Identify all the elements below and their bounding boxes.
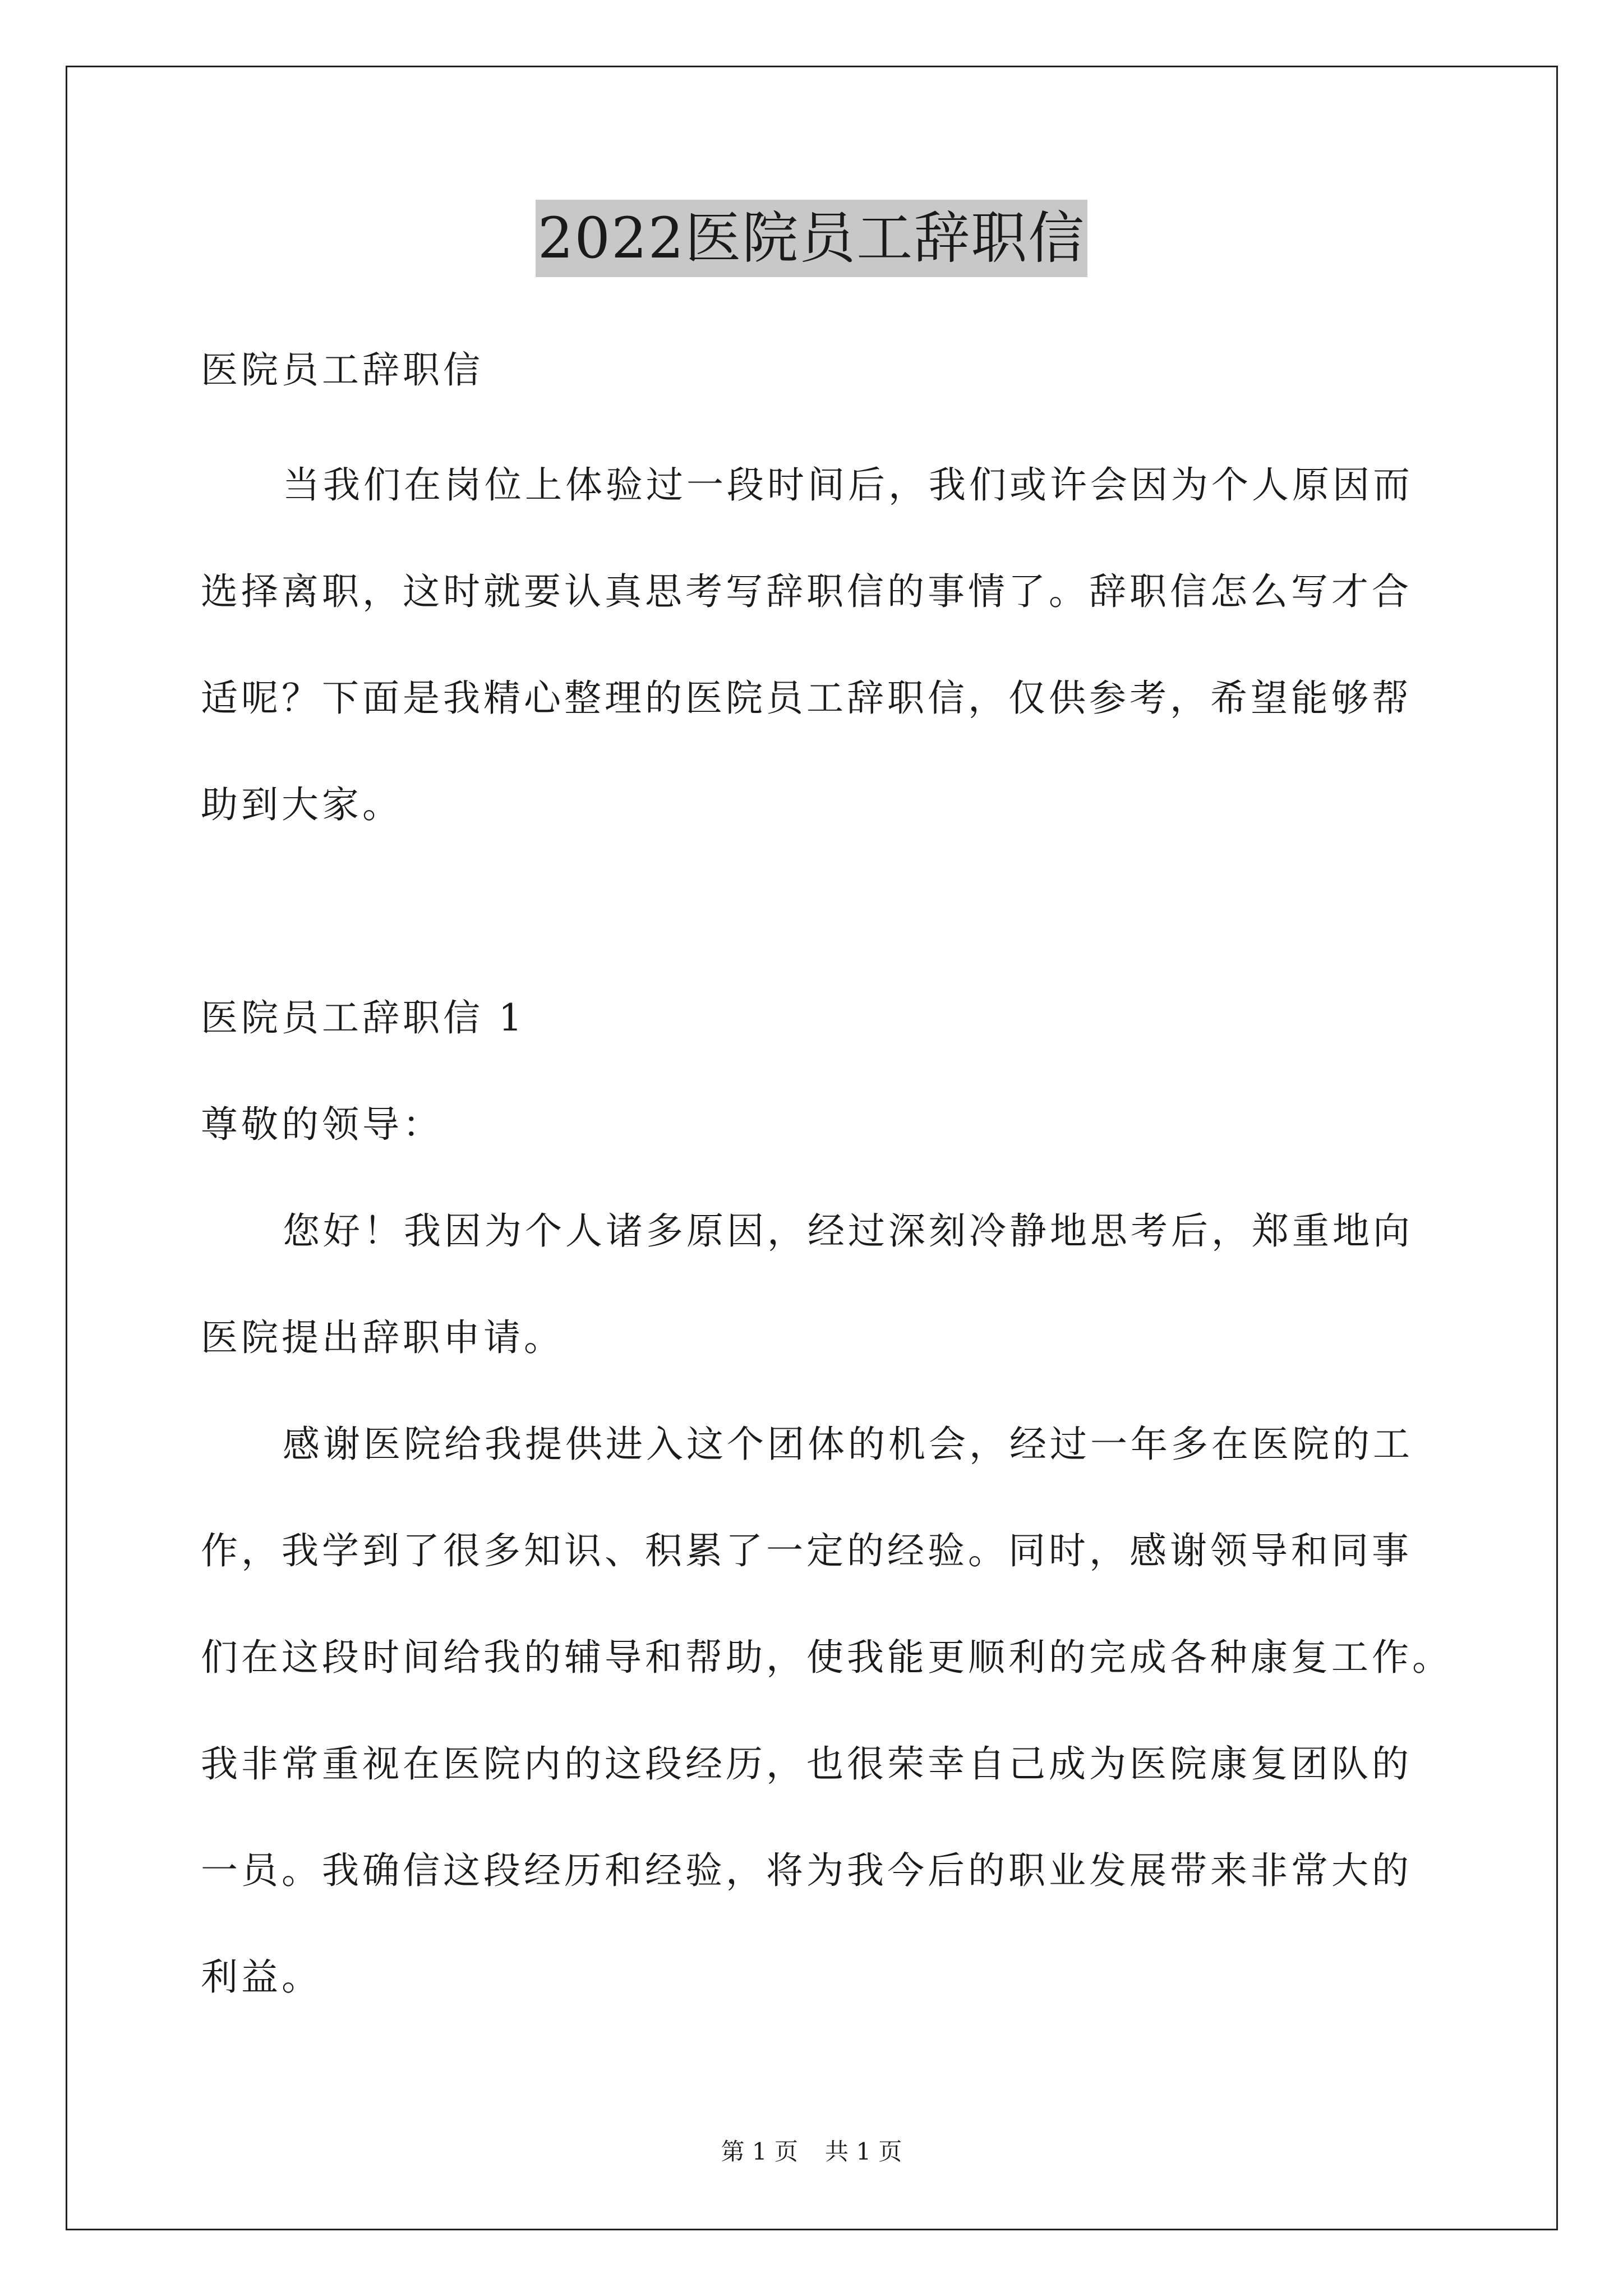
intro-line: 适呢？下面是我精心整理的医院员工辞职信，仅供参考，希望能够帮	[201, 677, 1412, 720]
intro-line: 当我们在岗位上体验过一段时间后，我们或许会因为个人原因而	[283, 463, 1413, 507]
paragraph-line: 利益。	[201, 1955, 322, 1999]
section-heading: 医院员工辞职信 1	[201, 996, 525, 1039]
paragraph-line: 您好！我因为个人诸多原因，经过深刻冷静地思考后，郑重地向	[283, 1209, 1413, 1253]
paragraph-line: 作，我学到了很多知识、积累了一定的经验。同时，感谢领导和同事	[201, 1529, 1412, 1572]
paragraph-line: 一员。我确信这段经历和经验，将为我今后的职业发展带来非常大的	[201, 1849, 1412, 1892]
page-footer	[0, 2135, 1623, 2169]
paragraph-line: 感谢医院给我提供进入这个团体的机会，经过一年多在医院的工	[283, 1423, 1413, 1466]
page-number: 第 1 页	[721, 2138, 798, 2165]
page-total: 共 1 页	[825, 2138, 902, 2165]
intro-line: 选择离职，这时就要认真思考写辞职信的事情了。辞职信怎么写才合	[201, 570, 1412, 613]
intro-line: 助到大家。	[201, 783, 403, 826]
paragraph-line: 们在这段时间给我的辅导和帮助，使我能更顺利的完成各种康复工作。	[201, 1636, 1453, 1679]
subtitle: 医院员工辞职信	[201, 348, 483, 392]
paragraph-line: 我非常重视在医院内的这段经历，也很荣幸自己成为医院康复团队的	[201, 1742, 1412, 1786]
document-title: 2022医院员工辞职信	[536, 200, 1088, 277]
paragraph-line: 医院提出辞职申请。	[201, 1316, 564, 1359]
salutation: 尊敬的领导：	[201, 1103, 443, 1146]
title-container	[0, 200, 1623, 277]
